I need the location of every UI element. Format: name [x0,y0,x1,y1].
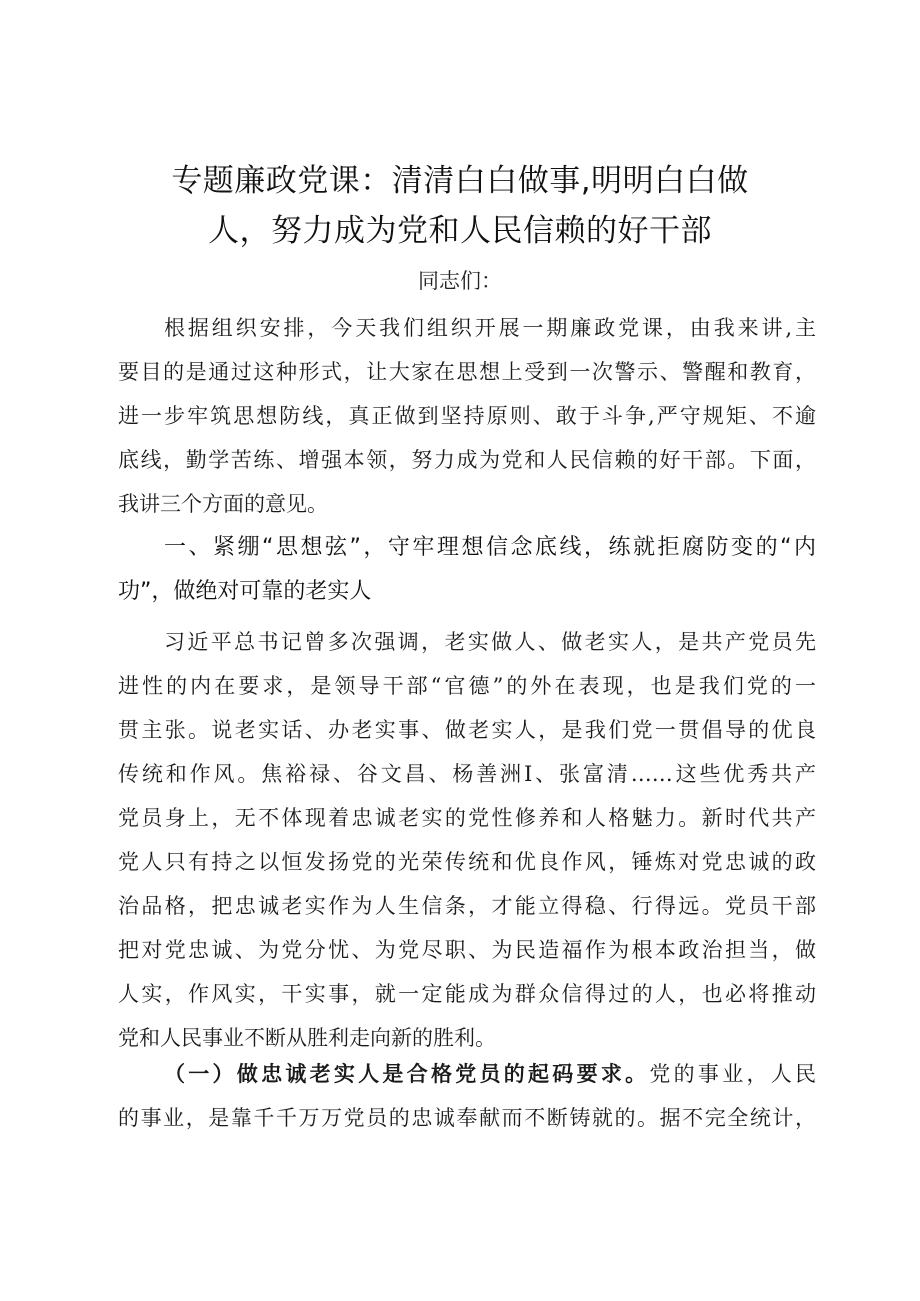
salutation: 同志们： [418,269,502,293]
text-line: 进一步牢筑思想防线，真正做到坚持原则、敢于斗争,严守规矩、不逾 [118,404,816,428]
title-line-1: 专题廉政党课：清清白白做事,明明白白做 [171,163,749,199]
subsection-1-lead-rest: 党的事业，人民 [649,1062,817,1086]
text-line: 的事业，是靠千千万万党员的忠诚奉献而不断铸就的。据不完全统计， [118,1106,816,1130]
text-line: 进性的内在要求，是领导干部“官德”的外在表现，也是我们党的一 [118,674,816,698]
title-line-2: 人，努力成为党和人民信赖的好干部 [208,213,712,249]
text-line: 我讲三个方面的意见。 [118,492,328,516]
text-line: 根据组织安排，今天我们组织开展一期廉政党课，由我来讲,主 [164,316,816,340]
text-line: 党员身上，无不体现着忠诚老实的党性修养和人格魅力。新时代共产 [118,806,816,830]
text-line: 要目的是通过这种形式，让大家在思想上受到一次警示、警醒和教育， [118,360,816,384]
heading-line: 功”，做绝对可靠的老实人 [118,579,372,604]
subsection-1-lead: （一）做忠诚老实人是合格党员的起码要求。 [164,1061,650,1086]
text-line: 党和人民事业不断从胜利走向新的胜利。 [118,1026,496,1050]
subsection-1-paragraph [118,1052,816,1140]
section-1-heading [118,526,816,614]
section-1-paragraph [118,620,816,1060]
document-title [140,156,780,256]
intro-paragraph [118,306,816,526]
text-line: 底线，勤学苦练、增强本领，努力成为党和人民信赖的好干部。下面， [118,448,816,472]
heading-line: 一、紧绷“思想弦”，守牢理想信念底线，练就拒腐防变的“内 [164,535,816,560]
text-line: 习近平总书记曾多次强调，老实做人、做老实人，是共产党员先 [164,630,816,654]
text-line: 治品格，把忠诚老实作为人生信条，才能立得稳、行得远。党员干部 [118,894,816,918]
text-line: 贯主张。说老实话、办老实事、做老实人，是我们党一贯倡导的优良 [118,718,816,742]
text-line [118,1052,816,1096]
text-line: 传统和作风。焦裕禄、谷文昌、杨善洲I、张富清……这些优秀共产 [118,762,816,786]
text-line: 党人只有持之以恒发扬党的光荣传统和优良作风，锤炼对党忠诚的政 [118,850,816,874]
text-line: 人实，作风实，干实事，就一定能成为群众信得过的人，也必将推动 [118,982,816,1006]
text-line: 把对党忠诚、为党分忧、为党尽职、为民造福作为根本政治担当，做 [118,938,816,962]
